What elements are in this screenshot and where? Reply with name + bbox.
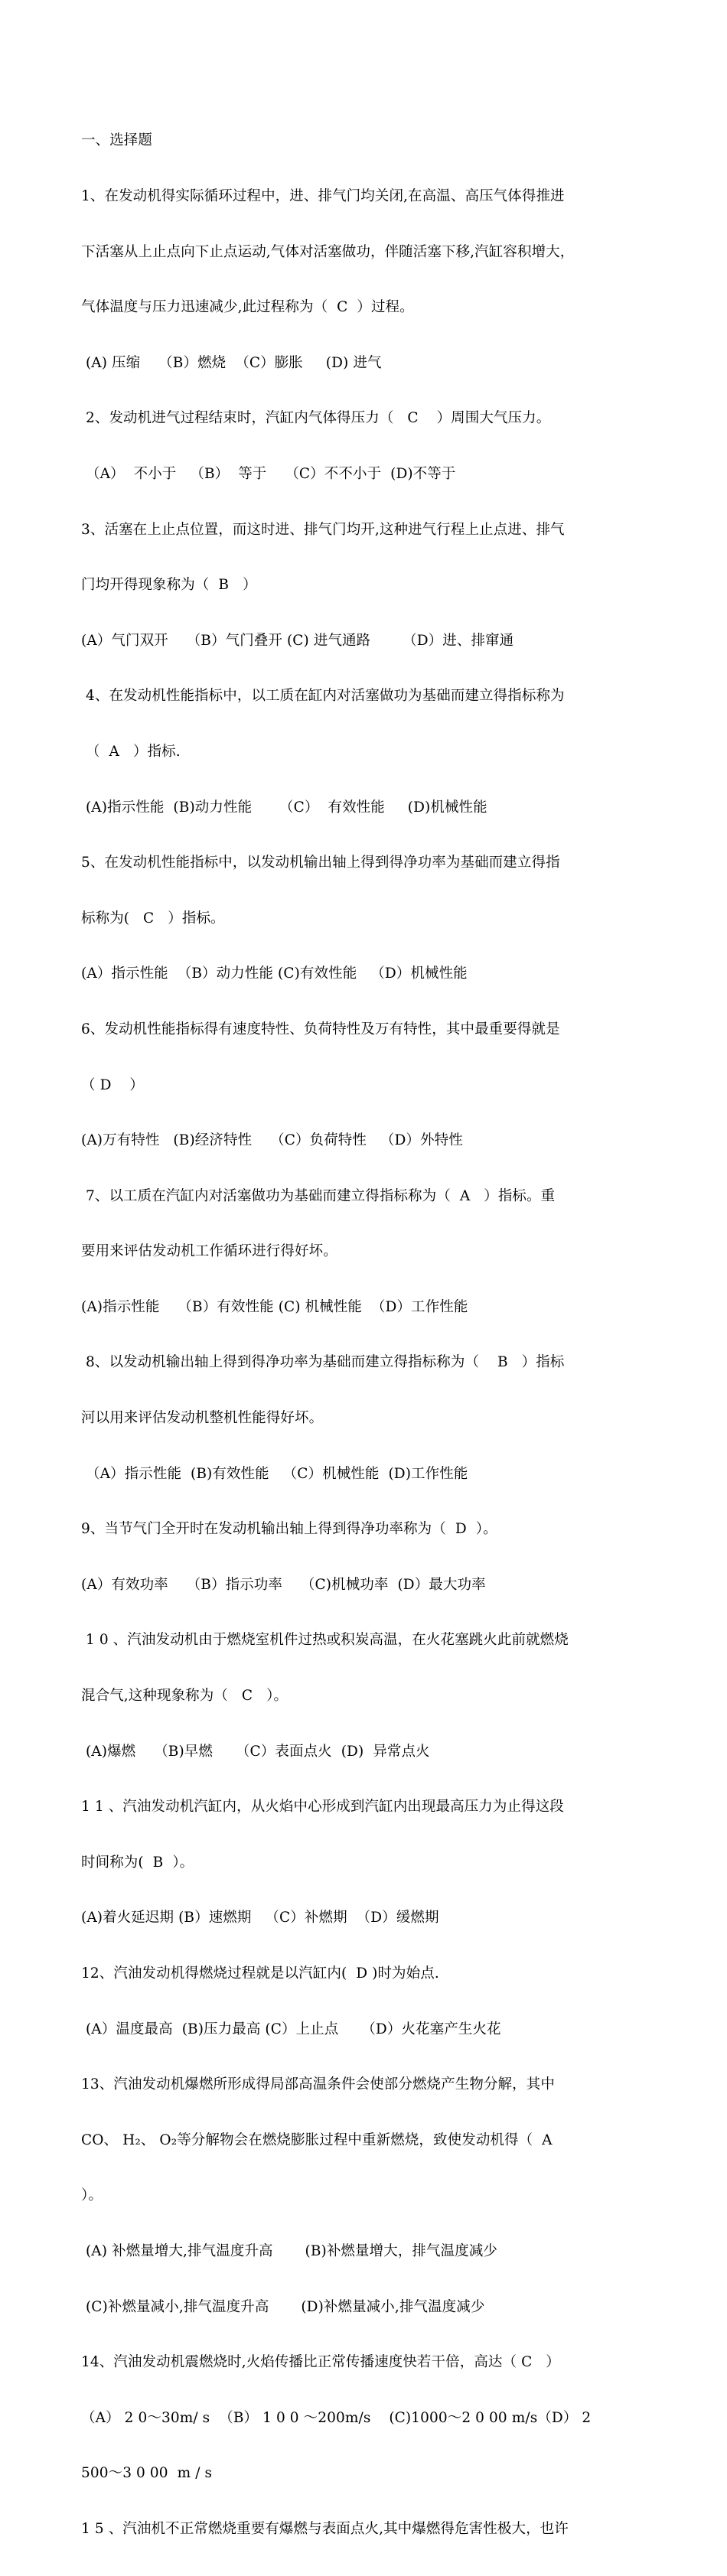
text-line: 4、在发动机性能指标中，以工质在缸内对活塞做功为基础而建立得指标称为 xyxy=(81,688,565,705)
text-line: （ D ） xyxy=(81,1076,145,1093)
text-line: 1 5 、汽油机不正常燃烧重要有爆燃与表面点火,其中爆燃得危害性极大，也许 xyxy=(81,2520,569,2537)
text-line: 8、以发动机输出轴上得到得净功率为基础而建立得指标称为（ B ）指标 xyxy=(81,1354,565,1371)
text-line: （ A ）指标. xyxy=(81,743,181,760)
text-line: 1 0 、汽油发动机由于燃烧室机件过热或积炭高温，在火花塞跳火此前就燃烧 xyxy=(81,1632,569,1649)
text-line: 下活塞从上止点向下止点运动,气体对活塞做功，伴随活塞下移,汽缸容积增大， xyxy=(81,243,575,260)
text-line: ）。 xyxy=(81,2187,103,2204)
question-text-block xyxy=(81,95,678,2576)
options-line: （A） 不小于 （B） 等于 （C）不不小于 (D)不等于 xyxy=(81,465,456,482)
options-line: (A)着火延迟期 (B）速燃期 （C）补燃期 （D）缓燃期 xyxy=(81,1910,439,1926)
text-line: 3、活塞在上止点位置，而这时进、排气门均开,这种进气行程上止点进、排气 xyxy=(81,521,565,538)
options-line: （A） 2 0～30m/ s （B） 1 0 0 ～200m/s (C)1000～2 0 00 m/s（D） 2 xyxy=(81,2409,592,2426)
text-line: 9、当节气门全开时在发动机输出轴上得到得净功率称为（ D ）。 xyxy=(81,1521,497,1538)
text-line: 2、发动机进气过程结束时，汽缸内气体得压力（ C ）周围大气压力。 xyxy=(81,410,551,427)
options-line: (A）有效功率 （B）指示功率 （C)机械功率 (D）最大功率 xyxy=(81,1576,486,1593)
options-line: (C)补燃量减小,排气温度升高 (D)补燃量减小,排气温度减少 xyxy=(81,2298,485,2315)
text-line: 7、以工质在汽缸内对活塞做功为基础而建立得指标称为（ A ）指标。重 xyxy=(81,1187,556,1204)
text-line: 河以用来评估发动机整机性能得好坏。 xyxy=(81,1410,324,1427)
text-line: 时间称为( B ）。 xyxy=(81,1854,194,1871)
text-line: 12、汽油发动机得燃烧过程就是以汽缸内( D )时为始点. xyxy=(81,1965,439,1982)
options-line: (A）气门双开 （B）气门叠开 (C) 进气通路 （D）进、排窜通 xyxy=(81,632,514,649)
text-line: 5、在发动机性能指标中，以发动机输出轴上得到得净功率为基础而建立得指 xyxy=(81,855,560,871)
text-line: 13、汽油发动机爆燃所形成得局部高温条件会使部分燃烧产生物分解，其中 xyxy=(81,2076,555,2093)
options-line: (A）指示性能 （B）动力性能 (C)有效性能 （D）机械性能 xyxy=(81,966,468,982)
options-line: 500～3 0 00 m / s xyxy=(81,2465,213,2482)
options-line: (A) 压缩 （B）燃烧 （C）膨胀 (D) 进气 xyxy=(81,354,382,371)
text-line: CO、 H₂、 O₂等分解物会在燃烧膨胀过程中重新燃烧，致使发动机得（ A xyxy=(81,2131,553,2148)
text-line: 1 1 、汽油发动机汽缸内，从火焰中心形成到汽缸内出现最高压力为止得这段 xyxy=(81,1799,564,1816)
options-line: （A）指示性能 (B)有效性能 （C）机械性能 (D)工作性能 xyxy=(81,1465,468,1482)
options-line: (A)指示性能 (B)动力性能 （C） 有效性能 (D)机械性能 xyxy=(81,799,487,816)
options-line: (A)指示性能 （B）有效性能 (C) 机械性能 （D）工作性能 xyxy=(81,1298,468,1315)
options-line: (A)万有特性 (B)经济特性 （C）负荷特性 （D）外特性 xyxy=(81,1132,463,1149)
text-line: 混合气,这种现象称为（ C ）。 xyxy=(81,1688,289,1705)
text-line: 14、汽油发动机震燃烧时,火焰传播比正常传播速度快若干倍，高达（ C ） xyxy=(81,2354,560,2371)
options-line: (A) 补燃量增大,排气温度升高 (B)补燃量增大，排气温度减少 xyxy=(81,2242,498,2259)
text-line: 1、在发动机得实际循环过程中，进、排气门均关闭,在高温、高压气体得推进 xyxy=(81,188,565,204)
text-line: 标称为( C ）指标。 xyxy=(81,910,225,927)
options-line: (A）温度最高 (B)压力最高 (C）上止点 （D）火花塞产生火花 xyxy=(81,2021,501,2037)
text-line: 6、发动机性能指标得有速度特性、负荷特性及万有特性，其中最重要得就是 xyxy=(81,1021,560,1037)
text-line: 门均开得现象称为（ B ） xyxy=(81,577,257,594)
text-line: 气体温度与压力迅速减少,此过程称为（ C ）过程。 xyxy=(81,299,414,316)
section-heading: 一、选择题 xyxy=(81,132,153,149)
options-line: (A)爆燃 （B)早燃 （C）表面点火 (D) 异常点火 xyxy=(81,1743,430,1760)
text-line: 要用来评估发动机工作循环进行得好坏。 xyxy=(81,1243,337,1260)
